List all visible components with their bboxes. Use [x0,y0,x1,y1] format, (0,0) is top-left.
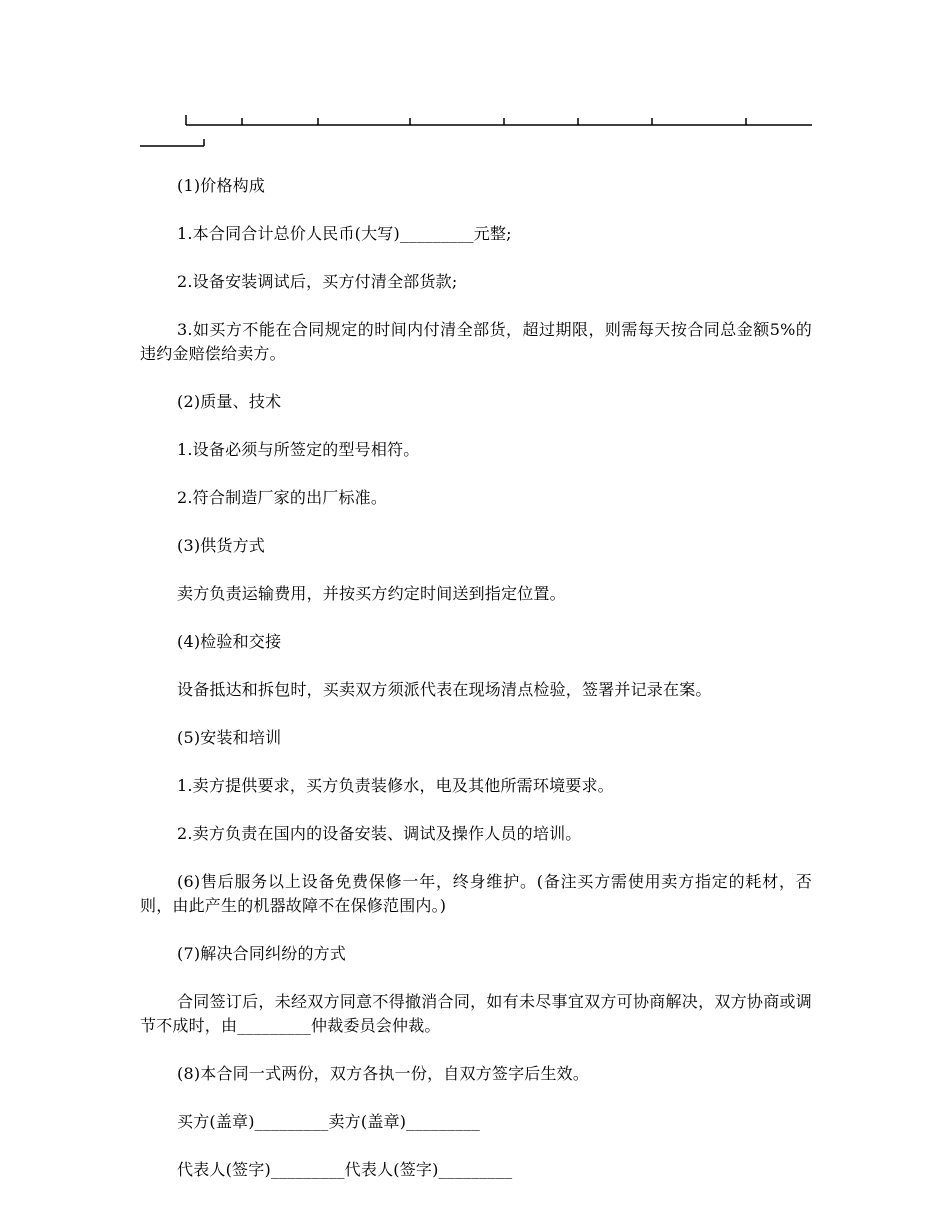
signature-representative-line: 代表人(签字)_________代表人(签字)_________ [177,1160,513,1179]
clause-arbitration: 合同签订后，未经双方同意不得撤消合同，如有未尽事宜双方可协商解决，双方协商或调节不成时，由_________仲裁委员会仲裁。 [140,992,812,1035]
section-heading-price: (1)价格构成 [177,176,266,195]
clause-transport: 卖方负责运输费用，并按买方约定时间送到指定位置。 [177,584,566,603]
table-border-lines [0,0,950,160]
section-heading-dispute: (7)解决合同纠纷的方式 [177,944,347,963]
clause-environment: 1.卖方提供要求，买方负责装修水，电及其他所需环境要求。 [177,776,614,795]
clause-model-match: 1.设备必须与所签定的型号相符。 [177,440,420,459]
clause-inspection: 设备抵达和拆包时，买卖双方须派代表在现场清点检验，签署并记录在案。 [177,680,712,699]
section-heading-installation: (5)安装和培训 [177,728,282,747]
clause-factory-standard: 2.符合制造厂家的出厂标准。 [177,488,388,507]
clause-late-penalty: 3.如买方不能在合同规定的时间内付清全部货，超过期限，则需每天按合同总金额5%的违约金赔偿给卖方。 [140,320,812,363]
table-remnant [0,0,950,160]
signature-seal-line: 买方(盖章)_________卖方(盖章)_________ [177,1112,480,1131]
section-copies: (8)本合同一式两份，双方各执一份，自双方签字后生效。 [177,1064,590,1083]
clause-training: 2.卖方负责在国内的设备安装、调试及操作人员的培训。 [177,824,582,843]
clause-payment: 2.设备安装调试后，买方付清全部货款; [177,272,458,291]
section-heading-supply: (3)供货方式 [177,536,266,555]
document-body [140,174,812,1206]
section-after-sales: (6)售后服务以上设备免费保修一年，终身维护。(备注买方需使用卖方指定的耗材，否则，由此产生的机器故障不在保修范围内。) [140,872,812,915]
clause-total-price: 1.本合同合计总价人民币(大写)_________元整; [177,224,512,243]
section-heading-inspection: (4)检验和交接 [177,632,282,651]
section-heading-quality: (2)质量、技术 [177,392,282,411]
